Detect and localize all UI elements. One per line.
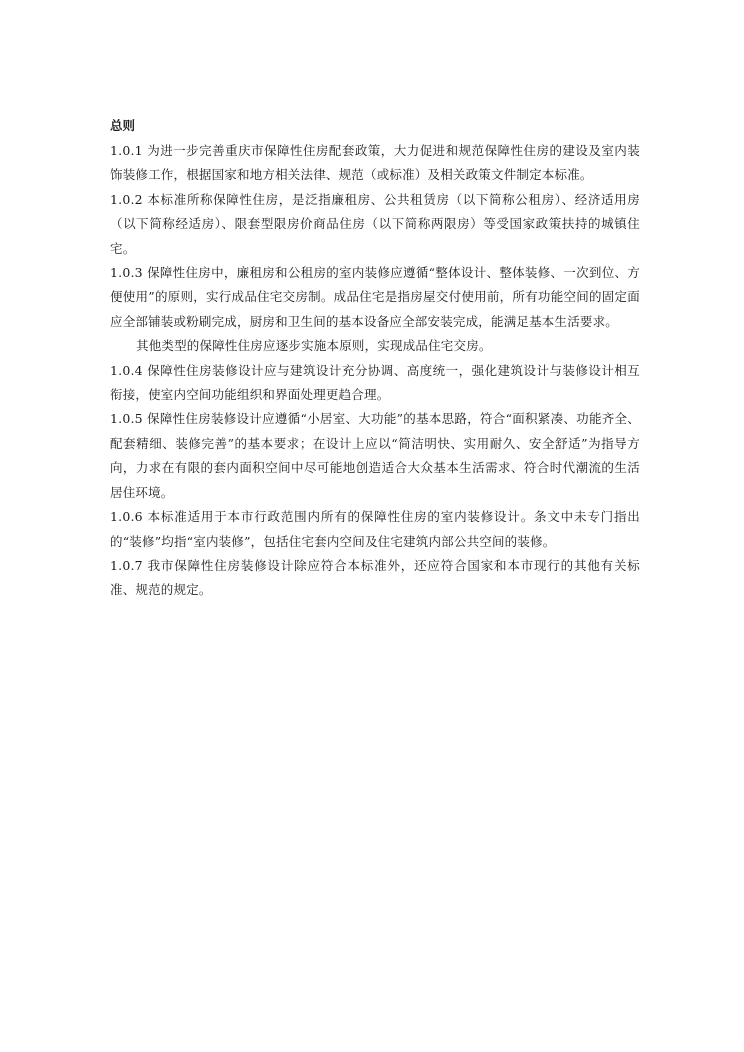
clause-1-0-3: 1.0.3 保障性住房中，廉租房和公租房的室内装修应遵循“整体设计、整体装修、一次到位、方便使用”的原则，实行成品住宅交房制。成品住宅是指房屋交付使用前，所有功能空间的固定面应全部铺装或粉刷完成，厨房和卫生间的基本设备应全部安装完成，能满足基本生活要求。 xyxy=(110,265,640,329)
clause-1-0-1: 1.0.1 为进一步完善重庆市保障性住房配套政策，大力促进和规范保障性住房的建设及室内装饰装修工作，根据国家和地方相关法律、规范（或标准）及相关政策文件制定本标准。 xyxy=(110,143,640,183)
clause-1-0-2: 1.0.2 本标准所称保障性住房，是泛指廉租房、公共租赁房（以下简称公租房）、经济适用房（以下简称经适房）、限套型限房价商品住房（以下简称两限房）等受国家政策扶持的城镇住宅。 xyxy=(110,191,640,256)
clause-1-0-6: 1.0.6 本标准适用于本市行政范围内所有的保障性住房的室内装修设计。条文中未专门指出的“装修”均指“室内装修”，包括住宅套内空间及住宅建筑内部公共空间的装修。 xyxy=(110,509,640,549)
clause-1-0-5: 1.0.5 保障性住房装修设计应遵循“小居室、大功能”的基本思路，符合“面积紧凑、功能齐全、配套精细、装修完善”的基本要求；在设计上应以“简洁明快、实用耐久、安全舒适”为指导方向，力求在有限的套内面积空间中尽可能地创造适合大众基本生活需求、符合时代潮流的生活居住环境。 xyxy=(110,411,640,500)
section-heading: 总则 xyxy=(110,118,136,133)
clause-1-0-3-supplement: 其他类型的保障性住房应逐步实施本原则，实现成品住宅交房。 xyxy=(136,338,492,354)
clause-1-0-4: 1.0.4 保障性住房装修设计应与建筑设计充分协调、高度统一，强化建筑设计与装修设计相互衔接，使室内空间功能组织和界面处理更趋合理。 xyxy=(110,362,640,403)
document-page xyxy=(110,116,640,603)
clause-1-0-7: 1.0.7 我市保障性住房装修设计除应符合本标准外，还应符合国家和本市现行的其他有关标准、规范的规定。 xyxy=(110,557,640,598)
